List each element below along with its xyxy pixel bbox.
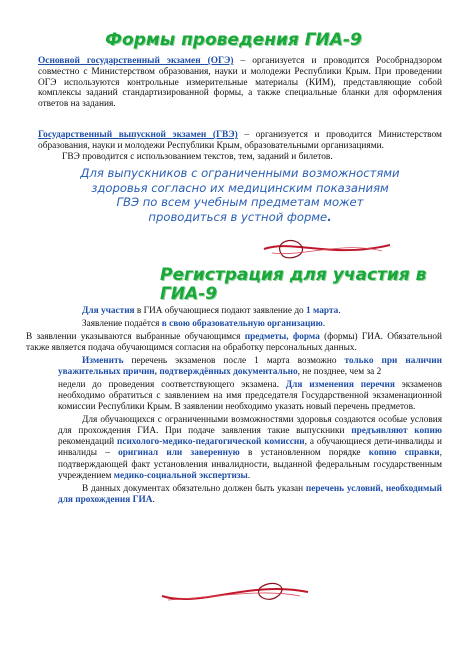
ovz-callout [38, 166, 442, 224]
p6-e: , а обучающиеся дети-инвалиды и инвалиды – [58, 437, 442, 459]
p3-subjects: предметы, форма [244, 331, 320, 342]
p2-text: Заявление подаётся [82, 318, 162, 329]
p3-text: В заявлении указываются выбранные обучающимся [26, 331, 245, 342]
p1-text: в ГИА обучающиеся подают заявление до [134, 306, 307, 316]
registration-heading [160, 266, 460, 304]
registration-p2 [58, 319, 442, 330]
p6-g: в установленном порядке [239, 448, 369, 459]
callout-end: . [327, 209, 332, 224]
registration-heading-line-1: Регистрация для участия в [160, 265, 427, 285]
p6-commission: психолого-медико-педагогической комиссии [116, 437, 305, 448]
p4-change: Изменить [82, 355, 124, 366]
registration-body [26, 306, 442, 508]
callout-line-2: здоровья согласно их медицинским показаниям [91, 180, 389, 195]
p2-organization: в свою образовательную организацию [161, 318, 323, 329]
p7-conditions-list: перечень условий, необходимый для прохождения ГИА [58, 483, 442, 505]
forms-heading: Формы проведения ГИА-9 [105, 30, 362, 50]
p5-rest: экзаменов необходимо обратиться с заявлением на имя председателя Государственной экзаменационной комиссии Республики Крым. В заявлении необходимо указать новый перечень предметов. [58, 379, 442, 412]
p6-present-copy: предъявляют копию [351, 426, 442, 436]
callout-line-4: проводиться в устной форме [148, 209, 328, 224]
p1-deadline: 1 марта [306, 306, 339, 316]
registration-p4 [58, 356, 442, 378]
registration-heading-line-2: ГИА-9 [160, 284, 218, 304]
registration-p3 [26, 332, 442, 354]
oge-text: – организуется и проводится Рособрнадзором совместно с Министерством образования, науки и молодежи Республики Крым. При проведении ОГЭ используются контрольные измерительные материалы (КИМ), представляющие собой комплексы заданий стандартизированной формы, а также специальные бланки для оформления ответов на задания. [38, 56, 442, 110]
p4-rest: , не позднее, чем за 2 [297, 366, 382, 377]
red-swash-divider-icon [262, 235, 392, 265]
p4-condition: только при наличии уважительных причин, подтверждённых документально [58, 355, 442, 377]
p5-text: недели до проведения соответствующего экзамена. [58, 379, 286, 390]
gve-text: – организуется и проводится Министерством образования, науки и молодежи Республики Крым, образовательными организациями. [38, 130, 442, 151]
p6-original: оригинал или заверенную [118, 448, 240, 459]
p6-certificate-copy: копию справки [368, 448, 440, 459]
p1-for-participation: Для участия [82, 306, 135, 316]
registration-p5 [58, 380, 442, 414]
p7-text: В данных документах обязательно должен быть указан [82, 483, 306, 494]
callout-line-1: Для выпускников с ограниченными возможностями [80, 166, 400, 180]
p6-expertise: медико-социальной экспертизы [113, 470, 248, 481]
oge-term: Основной государственный экзамен (ОГЭ) [38, 56, 234, 66]
p6-k: . [247, 470, 251, 481]
p4-text: перечень экзаменов после 1 марта возможно [123, 355, 345, 366]
registration-p1 [58, 306, 442, 317]
oge-paragraph [38, 56, 442, 110]
gve-term: Государственный выпускной экзамен (ГВЭ) [38, 130, 238, 140]
red-swash-divider-icon [160, 578, 310, 610]
p6-c: рекомендаций [58, 437, 117, 448]
p6-i: , подтверждающей факт установления инвалидности, выданной федеральным государственным учреждением [58, 448, 442, 481]
p7-end: . [152, 494, 155, 505]
callout-line-3: ГВЭ по всем учебным предметам может [116, 195, 364, 210]
p1-end: . [338, 306, 341, 316]
p2-end: . [322, 318, 326, 329]
p6-a: Для обучающихся с ограниченными возможностями здоровья создаются особые условия для прохождения ГИА. При подаче заявления такие выпускники [58, 414, 442, 436]
registration-p6 [58, 415, 442, 482]
gve-note: ГВЭ проводится с использованием текстов, тем, заданий и билетов. [62, 151, 333, 162]
gve-paragraph [38, 130, 442, 162]
p3-rest: (формы) ГИА. Обязательной также является подача обучающимся согласия на обработку персональных данных. [26, 331, 442, 353]
callout-line-4-wrap [38, 210, 442, 225]
p5-change-list: Для изменения перечня [285, 379, 395, 390]
registration-p7 [58, 484, 442, 506]
